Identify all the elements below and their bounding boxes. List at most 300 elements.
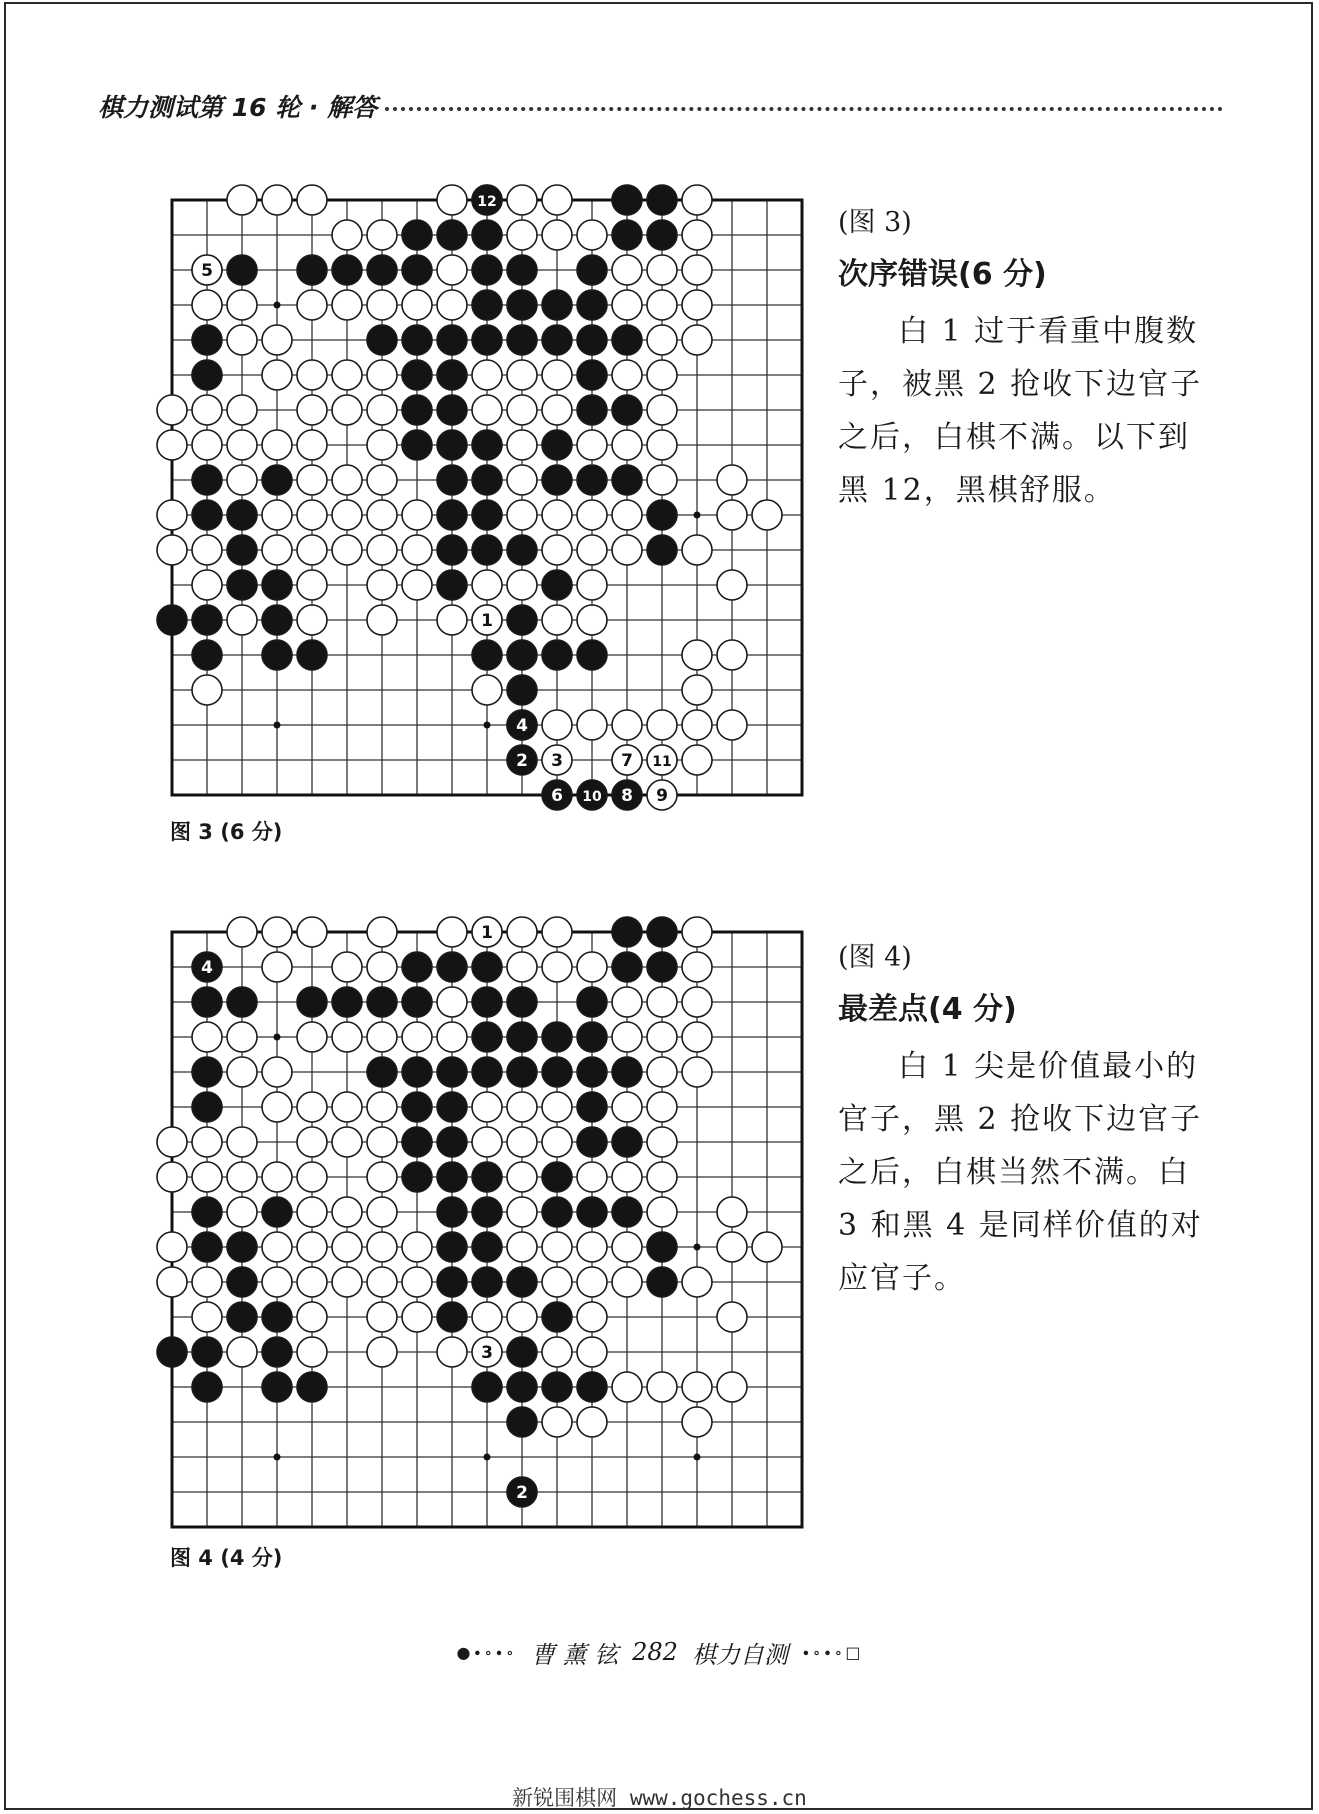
black-stone <box>437 1092 467 1122</box>
white-stone <box>717 640 747 670</box>
move-number-label: 4 <box>201 958 213 978</box>
white-stone <box>227 605 257 635</box>
black-stone <box>262 570 292 600</box>
black-stone <box>612 1127 642 1157</box>
white-stone <box>367 605 397 635</box>
go-board-figure-3 <box>150 178 824 817</box>
black-stone <box>612 1197 642 1227</box>
white-stone <box>227 1057 257 1087</box>
white-stone <box>542 917 572 947</box>
white-stone <box>717 1232 747 1262</box>
move-number-label: 1 <box>481 611 493 631</box>
black-stone <box>542 1022 572 1052</box>
black-stone <box>472 290 502 320</box>
black-stone <box>612 465 642 495</box>
white-stone <box>507 220 537 250</box>
white-stone <box>262 535 292 565</box>
white-stone <box>577 1162 607 1192</box>
white-stone <box>227 395 257 425</box>
black-stone <box>192 1232 222 1262</box>
white-stone <box>507 570 537 600</box>
black-stone <box>262 1372 292 1402</box>
black-stone <box>507 535 537 565</box>
white-stone <box>437 185 467 215</box>
header-title: 棋力测试第 16 轮 · 解答 <box>98 93 378 122</box>
white-stone <box>472 1127 502 1157</box>
white-stone <box>472 395 502 425</box>
white-stone <box>332 1232 362 1262</box>
white-stone <box>367 1267 397 1297</box>
white-stone <box>332 1197 362 1227</box>
white-stone <box>402 1267 432 1297</box>
star-point <box>274 1034 281 1041</box>
black-stone <box>437 1197 467 1227</box>
white-stone <box>752 500 782 530</box>
white-stone <box>297 1022 327 1052</box>
white-stone <box>227 430 257 460</box>
white-stone <box>682 710 712 740</box>
white-stone <box>367 1022 397 1052</box>
white-stone <box>542 360 572 390</box>
white-stone <box>647 360 677 390</box>
white-stone <box>367 535 397 565</box>
figure-4-commentary <box>838 935 1208 1305</box>
white-stone <box>297 290 327 320</box>
running-header <box>98 86 1223 126</box>
white-stone <box>717 465 747 495</box>
black-stone <box>577 1057 607 1087</box>
white-stone <box>647 395 677 425</box>
white-stone <box>157 1162 187 1192</box>
white-stone <box>332 1022 362 1052</box>
black-stone <box>577 987 607 1017</box>
white-stone <box>647 987 677 1017</box>
white-stone <box>717 570 747 600</box>
white-stone <box>682 1267 712 1297</box>
white-stone <box>542 395 572 425</box>
white-stone <box>612 360 642 390</box>
black-stone <box>437 1267 467 1297</box>
black-stone <box>192 605 222 635</box>
black-stone <box>472 430 502 460</box>
white-stone <box>262 1162 292 1192</box>
white-stone <box>682 255 712 285</box>
black-stone <box>367 255 397 285</box>
black-stone <box>367 1057 397 1087</box>
white-stone <box>367 1162 397 1192</box>
white-stone <box>262 1092 292 1122</box>
white-stone <box>507 1232 537 1262</box>
black-stone <box>612 325 642 355</box>
white-stone <box>402 1022 432 1052</box>
white-stone <box>612 1022 642 1052</box>
black-stone <box>402 1092 432 1122</box>
board-svg <box>150 178 824 817</box>
black-stone <box>577 325 607 355</box>
white-stone <box>507 395 537 425</box>
black-stone <box>227 535 257 565</box>
white-stone <box>192 1267 222 1297</box>
white-stone <box>367 1302 397 1332</box>
white-stone <box>472 675 502 705</box>
white-stone <box>577 952 607 982</box>
white-stone <box>542 1127 572 1157</box>
white-stone <box>717 1197 747 1227</box>
white-stone <box>507 430 537 460</box>
black-stone <box>262 605 292 635</box>
white-stone <box>577 500 607 530</box>
black-stone <box>437 952 467 982</box>
page-footer <box>380 1636 940 1668</box>
white-stone <box>402 290 432 320</box>
white-stone <box>472 360 502 390</box>
white-stone <box>612 500 642 530</box>
white-stone <box>612 255 642 285</box>
white-stone <box>542 535 572 565</box>
black-stone <box>402 220 432 250</box>
black-stone <box>437 430 467 460</box>
star-point <box>484 722 491 729</box>
white-stone <box>297 1267 327 1297</box>
white-stone <box>507 1162 537 1192</box>
black-stone <box>472 1267 502 1297</box>
white-stone <box>717 710 747 740</box>
white-stone <box>542 1337 572 1367</box>
white-stone <box>647 255 677 285</box>
black-stone <box>192 465 222 495</box>
black-stone <box>192 987 222 1017</box>
white-stone <box>262 185 292 215</box>
white-stone <box>297 1092 327 1122</box>
black-stone <box>542 1197 572 1227</box>
white-stone <box>542 220 572 250</box>
white-stone <box>612 987 642 1017</box>
black-stone <box>437 535 467 565</box>
footer-book-title: 棋力自测 <box>691 1640 788 1669</box>
star-point <box>274 1454 281 1461</box>
black-stone <box>437 325 467 355</box>
white-stone <box>542 605 572 635</box>
move-number-label: 3 <box>551 751 563 771</box>
black-stone <box>612 952 642 982</box>
white-stone <box>647 1162 677 1192</box>
white-stone <box>577 1267 607 1297</box>
black-stone <box>542 640 572 670</box>
white-stone <box>682 952 712 982</box>
white-stone <box>192 675 222 705</box>
footer-ornament-left: ●∙∘∙∘ <box>456 1642 517 1662</box>
black-stone <box>507 605 537 635</box>
page-number: 282 <box>632 1638 678 1666</box>
move-number-label: 12 <box>477 194 497 210</box>
white-stone <box>227 465 257 495</box>
white-stone <box>682 640 712 670</box>
white-stone <box>577 1302 607 1332</box>
site-watermark: 新锐围棋网 www.gochess.cn <box>512 1786 807 1810</box>
white-stone <box>367 952 397 982</box>
move-number-label: 9 <box>656 786 668 806</box>
white-stone <box>682 220 712 250</box>
figure-3-commentary <box>838 200 1208 517</box>
black-stone <box>227 1232 257 1262</box>
black-stone <box>472 1022 502 1052</box>
black-stone <box>402 987 432 1017</box>
white-stone <box>192 290 222 320</box>
white-stone <box>507 1197 537 1227</box>
black-stone <box>577 255 607 285</box>
black-stone <box>192 1092 222 1122</box>
white-stone <box>647 430 677 460</box>
black-stone <box>507 1337 537 1367</box>
white-stone <box>297 185 327 215</box>
black-stone <box>507 987 537 1017</box>
black-stone <box>472 1232 502 1262</box>
white-stone <box>682 1057 712 1087</box>
white-stone <box>227 917 257 947</box>
white-stone <box>437 987 467 1017</box>
white-stone <box>717 1302 747 1332</box>
white-stone <box>647 465 677 495</box>
black-stone <box>507 640 537 670</box>
white-stone <box>297 917 327 947</box>
white-stone <box>612 535 642 565</box>
white-stone <box>332 1092 362 1122</box>
black-stone <box>472 1372 502 1402</box>
figure-3-label: (图 3) <box>838 207 912 238</box>
white-stone <box>682 535 712 565</box>
white-stone <box>437 1337 467 1367</box>
white-stone <box>717 1372 747 1402</box>
white-stone <box>367 917 397 947</box>
white-stone <box>507 500 537 530</box>
star-point <box>274 302 281 309</box>
white-stone <box>332 1127 362 1157</box>
black-stone <box>437 1127 467 1157</box>
white-stone <box>542 1092 572 1122</box>
white-stone <box>192 1162 222 1192</box>
white-stone <box>647 1022 677 1052</box>
white-stone <box>262 952 292 982</box>
white-stone <box>402 1302 432 1332</box>
black-stone <box>612 220 642 250</box>
black-stone <box>192 1197 222 1227</box>
footer-ornament-right: ∙∘∙∘□ <box>801 1642 864 1662</box>
black-stone <box>192 500 222 530</box>
move-number-label: 1 <box>481 923 493 943</box>
go-board-figure-4 <box>150 910 824 1549</box>
black-stone <box>472 1162 502 1192</box>
figure-4-body: 白 1 尖是价值最小的官子，黑 2 抢收下边官子之后，白棋当然不满。白 3 和黑 4 是同样价值的对应官子。 <box>838 1049 1203 1296</box>
white-stone <box>612 1232 642 1262</box>
black-stone <box>577 290 607 320</box>
white-stone <box>332 290 362 320</box>
black-stone <box>262 465 292 495</box>
white-stone <box>647 1127 677 1157</box>
black-stone <box>367 325 397 355</box>
white-stone <box>507 952 537 982</box>
white-stone <box>367 570 397 600</box>
black-stone <box>192 325 222 355</box>
white-stone <box>262 360 292 390</box>
black-stone <box>647 952 677 982</box>
white-stone <box>507 917 537 947</box>
black-stone <box>612 917 642 947</box>
black-stone <box>542 1057 572 1087</box>
figure-3-body: 白 1 过于看重中腹数子，被黑 2 抢收下边官子之后，白棋不满。以下到黑 12，黑棋舒服。 <box>838 314 1203 508</box>
black-stone <box>227 500 257 530</box>
black-stone <box>297 1372 327 1402</box>
black-stone <box>437 1232 467 1262</box>
white-stone <box>577 220 607 250</box>
white-stone <box>227 325 257 355</box>
white-stone <box>647 1092 677 1122</box>
black-stone <box>577 1197 607 1227</box>
black-stone <box>437 220 467 250</box>
white-stone <box>367 1232 397 1262</box>
black-stone <box>437 570 467 600</box>
black-stone <box>437 465 467 495</box>
white-stone <box>367 1127 397 1157</box>
white-stone <box>297 1302 327 1332</box>
white-stone <box>192 1022 222 1052</box>
white-stone <box>297 360 327 390</box>
black-stone <box>542 1302 572 1332</box>
black-stone <box>192 640 222 670</box>
white-stone <box>262 917 292 947</box>
white-stone <box>507 360 537 390</box>
white-stone <box>157 535 187 565</box>
white-stone <box>332 465 362 495</box>
white-stone <box>157 1127 187 1157</box>
white-stone <box>612 1267 642 1297</box>
move-number-label: 6 <box>551 786 563 806</box>
white-stone <box>437 255 467 285</box>
figure-4-heading: 最差点(4 分) <box>838 992 1017 1027</box>
black-stone <box>437 1162 467 1192</box>
white-stone <box>262 1057 292 1087</box>
white-stone <box>577 1232 607 1262</box>
black-stone <box>297 640 327 670</box>
black-stone <box>437 1057 467 1087</box>
move-number-label: 8 <box>621 786 633 806</box>
black-stone <box>577 1127 607 1157</box>
white-stone <box>507 465 537 495</box>
white-stone <box>542 1232 572 1262</box>
white-stone <box>437 1022 467 1052</box>
black-stone <box>507 1372 537 1402</box>
white-stone <box>717 500 747 530</box>
white-stone <box>682 745 712 775</box>
white-stone <box>402 570 432 600</box>
black-stone <box>577 395 607 425</box>
white-stone <box>332 500 362 530</box>
white-stone <box>227 290 257 320</box>
white-stone <box>332 395 362 425</box>
white-stone <box>297 395 327 425</box>
star-point <box>694 512 701 519</box>
white-stone <box>332 220 362 250</box>
white-stone <box>542 952 572 982</box>
black-stone <box>542 290 572 320</box>
black-stone <box>402 430 432 460</box>
move-number-label: 2 <box>516 1483 528 1503</box>
black-stone <box>472 640 502 670</box>
white-stone <box>437 917 467 947</box>
white-stone <box>542 1267 572 1297</box>
white-stone <box>542 185 572 215</box>
star-point <box>484 1454 491 1461</box>
black-stone <box>297 255 327 285</box>
white-stone <box>297 1197 327 1227</box>
white-stone <box>297 1127 327 1157</box>
footer-author: 曹 薰 铉 <box>530 1640 619 1669</box>
black-stone <box>507 325 537 355</box>
white-stone <box>192 395 222 425</box>
white-stone <box>647 325 677 355</box>
black-stone <box>227 987 257 1017</box>
black-stone <box>192 360 222 390</box>
black-stone <box>297 987 327 1017</box>
black-stone <box>157 605 187 635</box>
white-stone <box>472 1092 502 1122</box>
white-stone <box>367 360 397 390</box>
black-stone <box>227 570 257 600</box>
black-stone <box>437 395 467 425</box>
move-number-label: 10 <box>582 789 602 805</box>
white-stone <box>227 1197 257 1227</box>
white-stone <box>577 430 607 460</box>
black-stone <box>577 360 607 390</box>
black-stone <box>402 1127 432 1157</box>
black-stone <box>472 255 502 285</box>
white-stone <box>542 710 572 740</box>
black-stone <box>612 395 642 425</box>
white-stone <box>297 1232 327 1262</box>
white-stone <box>647 1197 677 1227</box>
white-stone <box>192 570 222 600</box>
white-stone <box>297 465 327 495</box>
white-stone <box>157 430 187 460</box>
black-stone <box>647 500 677 530</box>
white-stone <box>682 325 712 355</box>
white-stone <box>682 290 712 320</box>
black-stone <box>577 1372 607 1402</box>
white-stone <box>297 1337 327 1367</box>
black-stone <box>647 917 677 947</box>
white-stone <box>332 1267 362 1297</box>
white-stone <box>297 1162 327 1192</box>
white-stone <box>297 605 327 635</box>
black-stone <box>192 1337 222 1367</box>
black-stone <box>542 1162 572 1192</box>
move-number-label: 4 <box>516 716 528 736</box>
white-stone <box>682 987 712 1017</box>
white-stone <box>577 570 607 600</box>
white-stone <box>647 710 677 740</box>
white-stone <box>297 570 327 600</box>
black-stone <box>507 1022 537 1052</box>
white-stone <box>227 1022 257 1052</box>
black-stone <box>542 465 572 495</box>
black-stone <box>262 1337 292 1367</box>
white-stone <box>682 917 712 947</box>
white-stone <box>297 535 327 565</box>
white-stone <box>612 1092 642 1122</box>
white-stone <box>577 710 607 740</box>
black-stone <box>402 360 432 390</box>
white-stone <box>367 1197 397 1227</box>
white-stone <box>612 1372 642 1402</box>
